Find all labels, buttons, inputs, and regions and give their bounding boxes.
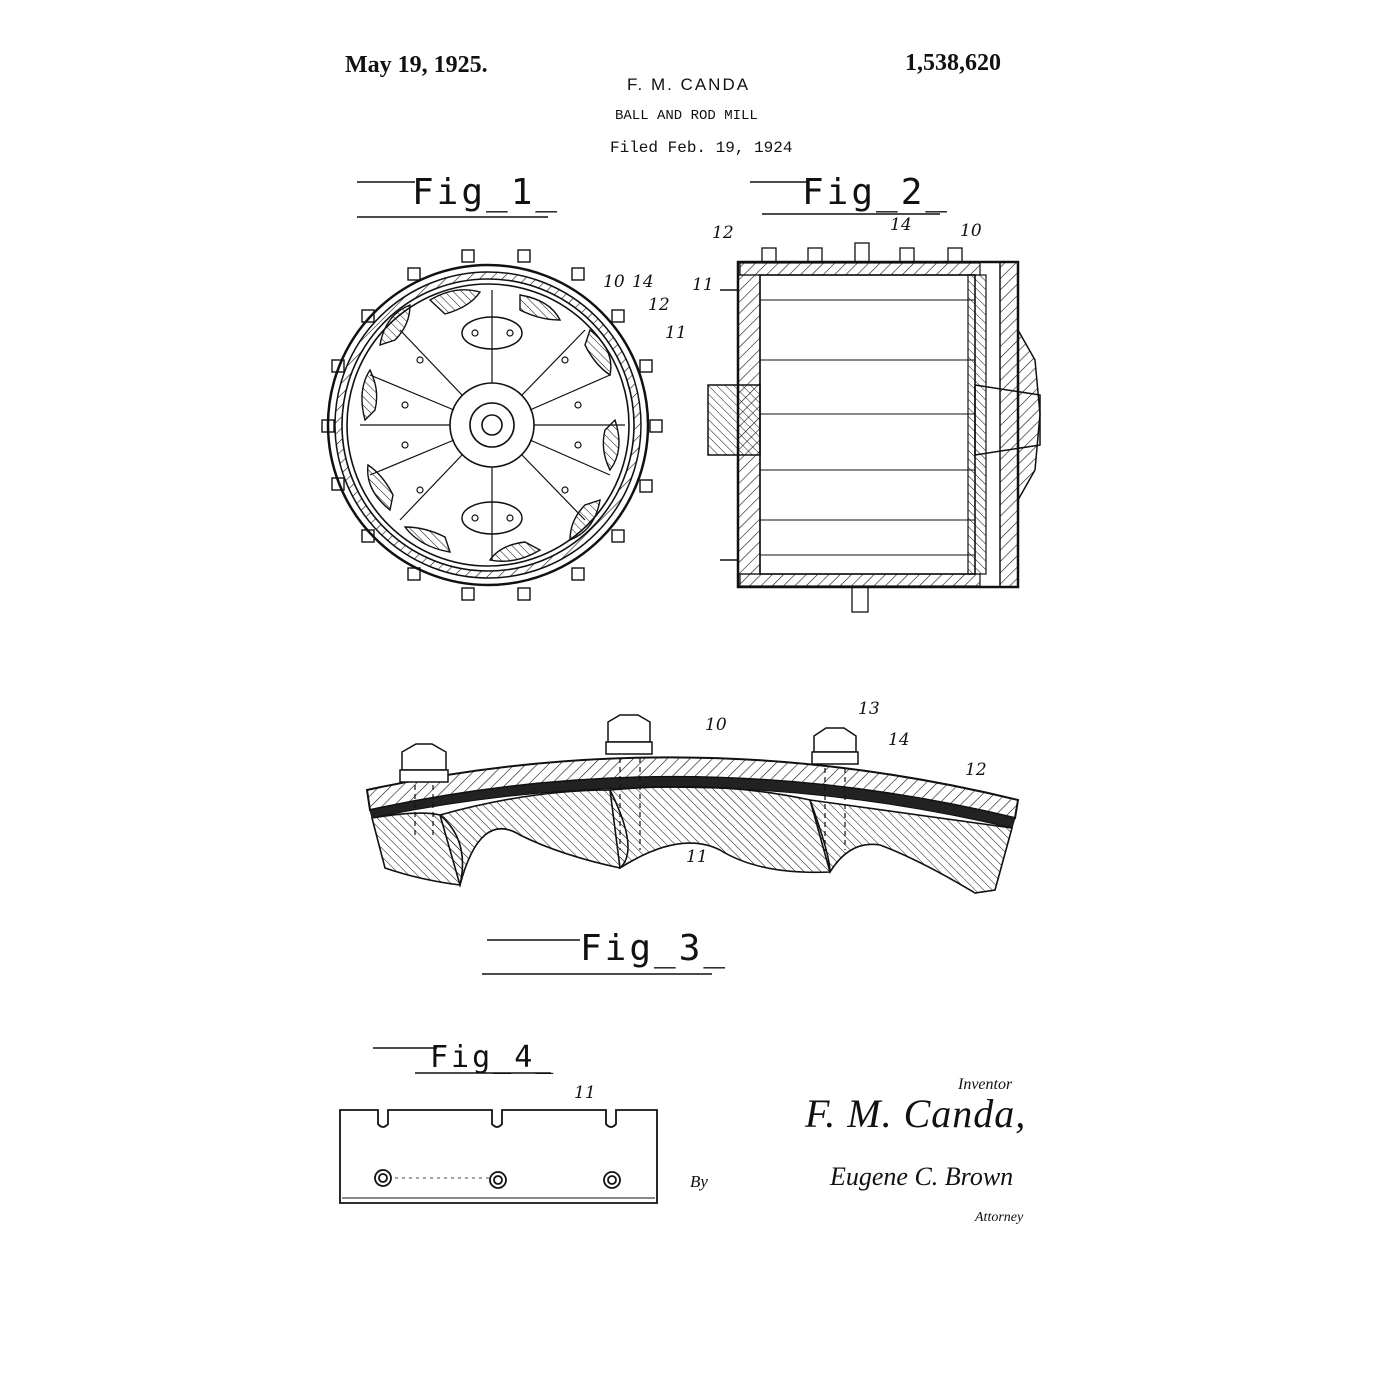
fig-1-ref-10: 10 [603, 272, 625, 292]
fig-3-ref-13: 13 [858, 699, 880, 719]
fig-1-ref-12: 12 [648, 295, 670, 315]
fig-4-drawing [340, 1110, 657, 1203]
fig-2-ref-11: 11 [692, 275, 714, 295]
fig-3-ref-12: 12 [965, 760, 987, 780]
patent-date: May 19, 1925. [345, 52, 488, 78]
fig-2-drum-lines [760, 300, 975, 555]
fig-4-label: Fig_4_ [430, 1040, 557, 1075]
fig-3-ref-14: 14 [888, 730, 910, 750]
attorney-signature: Eugene C. Brown [830, 1162, 1014, 1191]
fig-2-bolts [762, 243, 962, 612]
fig-1-reference-numerals [603, 272, 687, 343]
fig-3-label: Fig_3_ [580, 928, 729, 969]
inventor-signature: F. M. Canda, [805, 1091, 1027, 1136]
fig-2-label: Fig_2_ [802, 172, 951, 213]
fig-2-ref-10: 10 [960, 221, 982, 241]
fig-4-ref-11: 11 [574, 1083, 596, 1103]
fig-3-ref-11: 11 [686, 847, 708, 867]
fig-2-reference-numerals [692, 215, 982, 295]
fig-1-ref-14: 14 [632, 272, 654, 292]
inventor-name: F. M. CANDA [627, 75, 751, 94]
inventor-label: Inventor [958, 1076, 1013, 1093]
fig-2-ref-12: 12 [712, 223, 734, 243]
fig-2-ref-14: 14 [890, 215, 912, 235]
fig-3-ref-10: 10 [705, 715, 727, 735]
patent-number: 1,538,620 [905, 50, 1001, 76]
fig-1-ref-11: 11 [665, 323, 687, 343]
fig-2-drawing [708, 243, 1040, 612]
fig-1-drawing [322, 250, 662, 600]
filed-date: Filed Feb. 19, 1924 [610, 139, 793, 157]
by-label: By [690, 1172, 708, 1191]
attorney-label: Attorney [975, 1210, 1024, 1225]
fig-1-label: Fig_1_ [412, 172, 561, 213]
patent-title: BALL AND ROD MILL [615, 108, 758, 124]
